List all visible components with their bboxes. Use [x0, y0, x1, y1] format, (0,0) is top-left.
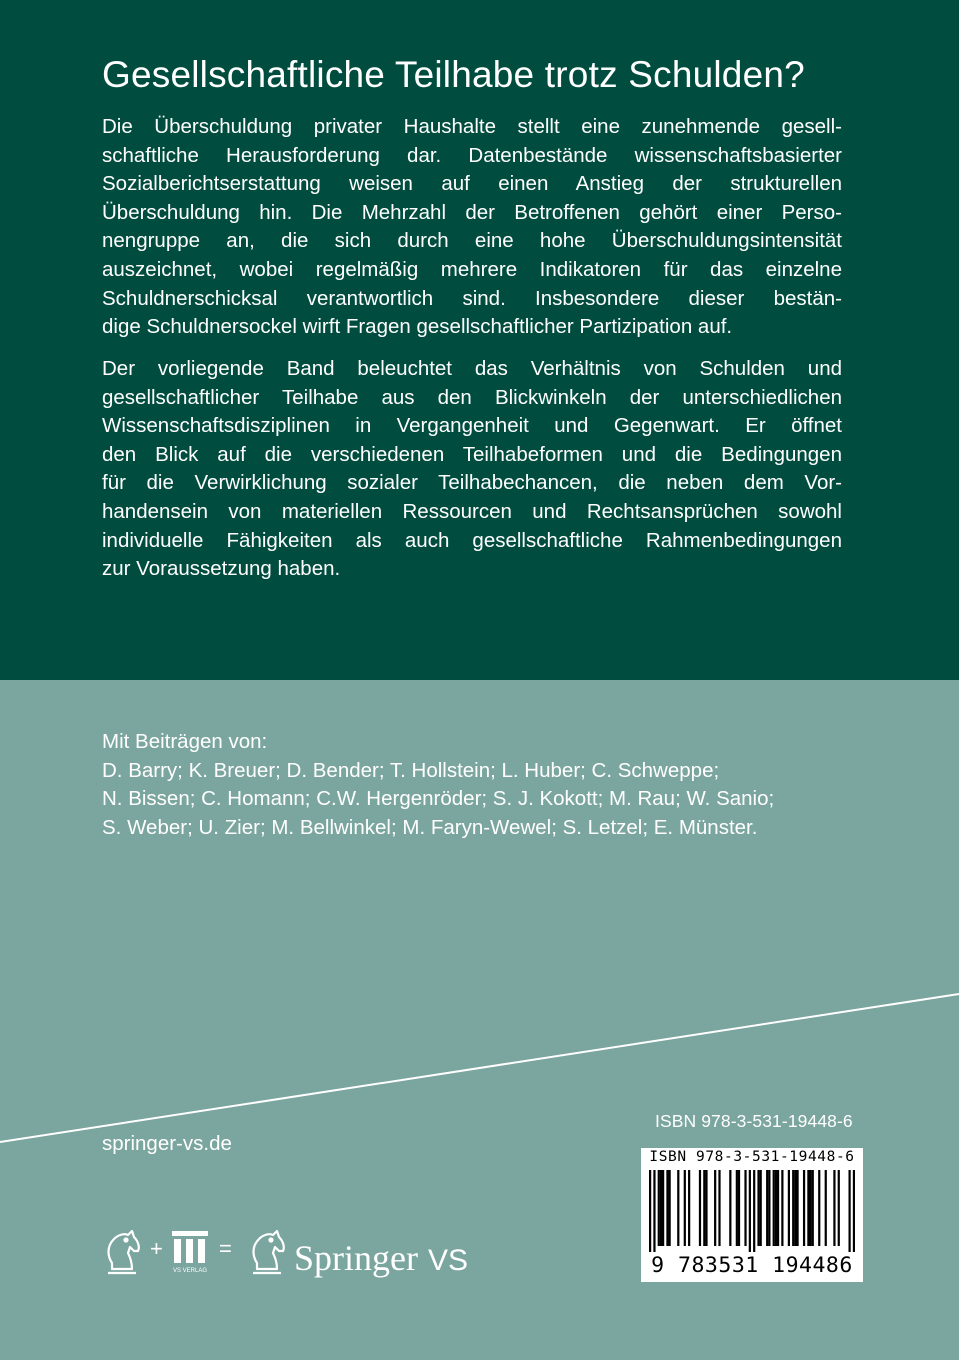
barcode-bar [775, 1170, 777, 1246]
logo-plus-sign: + [150, 1236, 163, 1261]
barcode-bar [794, 1170, 796, 1246]
barcode-bar [766, 1170, 768, 1246]
publisher-logo-text [294, 1236, 468, 1283]
barcode-bar [812, 1170, 814, 1246]
barcode-bar [744, 1170, 746, 1246]
barcode-bar [669, 1170, 671, 1246]
barcode-bar [649, 1170, 651, 1252]
description-paragraph-2-line: individuelle Fähigkeiten als auch gesellschaftliche Rahmenbedingungen [102, 528, 842, 552]
barcode-bar [781, 1170, 783, 1246]
description-paragraph-1-line: dige Schuldnersockel wirft Fragen gesellschaftlicher Partizipation auf. [102, 315, 733, 339]
description-paragraph-2-line: den Blick auf die verschiedenen Teilhabeformen und die Bedingungen [102, 442, 842, 466]
barcode-bar [662, 1170, 664, 1246]
description-paragraph-2-line: Der vorliegende Band beleuchtet das Verhältnis von Schulden und [102, 357, 842, 380]
barcode-bar [809, 1170, 811, 1246]
barcode-bar [729, 1170, 731, 1246]
barcode-bar [807, 1170, 809, 1246]
description-paragraph-2-line: gesellschaftlicher Teilhabe aus den Blickwinkeln der unterschiedlichen [102, 385, 842, 409]
barcode-bar [666, 1170, 668, 1246]
description-paragraph-1-line: nengruppe an, die sich durch eine hohe Überschuldungsintensität [102, 229, 842, 253]
isbn-barcode [641, 1148, 863, 1282]
barcode-bar [818, 1170, 820, 1246]
book-title: Gesellschaftliche Teilhabe trotz Schulden? [102, 54, 805, 95]
description-paragraph-1-line: Die Überschuldung privater Haushalte stellt eine zunehmende gesell- [102, 115, 842, 138]
barcode-bar [792, 1170, 794, 1246]
barcode-bar [738, 1170, 740, 1246]
description-paragraph-2-line: für die Verwirklichung sozialer Teilhabechancen, die neben dem Vor- [102, 471, 842, 495]
barcode-bar [853, 1170, 855, 1252]
barcode-bar [777, 1170, 779, 1246]
barcode-bar [838, 1170, 840, 1246]
barcode-bar [658, 1170, 660, 1246]
barcode-bar [653, 1170, 655, 1252]
barcode-bar [703, 1170, 705, 1246]
description-paragraph-1-line: schaftliche Herausforderung dar. Datenbestände wissenschaftsbasierter [102, 143, 842, 167]
barcode-bar [760, 1170, 762, 1246]
barcode-bar [660, 1170, 662, 1246]
description-paragraph-2-line: Wissenschaftsdisziplinen in Vergangenheit und Gegenwart. Er öffnet [102, 414, 842, 438]
barcode-bar [833, 1170, 835, 1246]
barcode-isbn-text: ISBN 978-3-531-19448-6 [649, 1149, 855, 1165]
contributors-line: S. Weber; U. Zier; M. Bellwinkel; M. Faryn-Wewel; S. Letzel; E. Münster. [102, 815, 758, 839]
publisher-name: Springer [294, 1238, 418, 1278]
description-paragraph-1-line: Sozialberichtserstattung weisen auf einen Anstieg der strukturellen [102, 172, 842, 196]
barcode-bar [753, 1170, 755, 1252]
contributors-line: D. Barry; K. Breuer; D. Bender; T. Hollstein; L. Huber; C. Schweppe; [102, 758, 720, 782]
description-paragraph-2-line: handensein von materiellen Ressourcen und Rechtsansprüchen sowohl [102, 499, 842, 523]
description-paragraph-1-line: Schuldnerschicksal verantwortlich sind. Insbesondere dieser bestän- [102, 286, 842, 310]
website-link[interactable]: springer-vs.de [102, 1132, 232, 1155]
barcode-bar [788, 1170, 790, 1246]
barcode-bar [699, 1170, 701, 1246]
barcode-bar [718, 1170, 720, 1246]
barcode-bar [768, 1170, 770, 1246]
publisher-logos [100, 1225, 290, 1285]
contributors-line: N. Bissen; C. Homann; C.W. Hergenröder; S. J. Kokott; M. Rau; W. Sanio; [102, 787, 775, 810]
barcode-bars [649, 1170, 855, 1252]
isbn-caption: ISBN 978-3-531-19448-6 [655, 1111, 853, 1131]
vs-verlag-mark-text: VS VERLAG [172, 1268, 208, 1274]
description-paragraph-2-line: zur Voraussetzung haben. [102, 557, 341, 581]
description-paragraph-1-line: Überschuldung hin. Die Mehrzahl der Betroffenen gehört einer Perso- [102, 200, 842, 224]
barcode-bar [749, 1170, 751, 1252]
barcode-bar [796, 1170, 798, 1246]
barcode-bar [705, 1170, 707, 1246]
springer-knight-icon [108, 1231, 139, 1273]
barcode-bar [688, 1170, 690, 1246]
contributors-heading: Mit Beiträgen von: [102, 730, 268, 753]
vs-verlag-icon [172, 1231, 208, 1274]
barcode-bar [684, 1170, 686, 1246]
logo-equals-sign: = [219, 1236, 232, 1261]
barcode-bar [848, 1170, 850, 1252]
barcode-bar [825, 1170, 827, 1246]
barcode-bar [736, 1170, 738, 1246]
barcode-bar [757, 1170, 759, 1246]
barcode-bar [714, 1170, 716, 1246]
barcode-bar [773, 1170, 775, 1246]
barcode-bar [677, 1170, 679, 1246]
description-paragraph-1-line: auszeichnet, wobei regelmäßig mehrere Indikatoren für das einzelne [102, 257, 842, 281]
barcode-number: 9 783531 194486 [651, 1253, 853, 1278]
publisher-suffix: VS [427, 1244, 469, 1277]
springer-knight-icon [253, 1231, 284, 1273]
barcode-bar [803, 1170, 805, 1246]
